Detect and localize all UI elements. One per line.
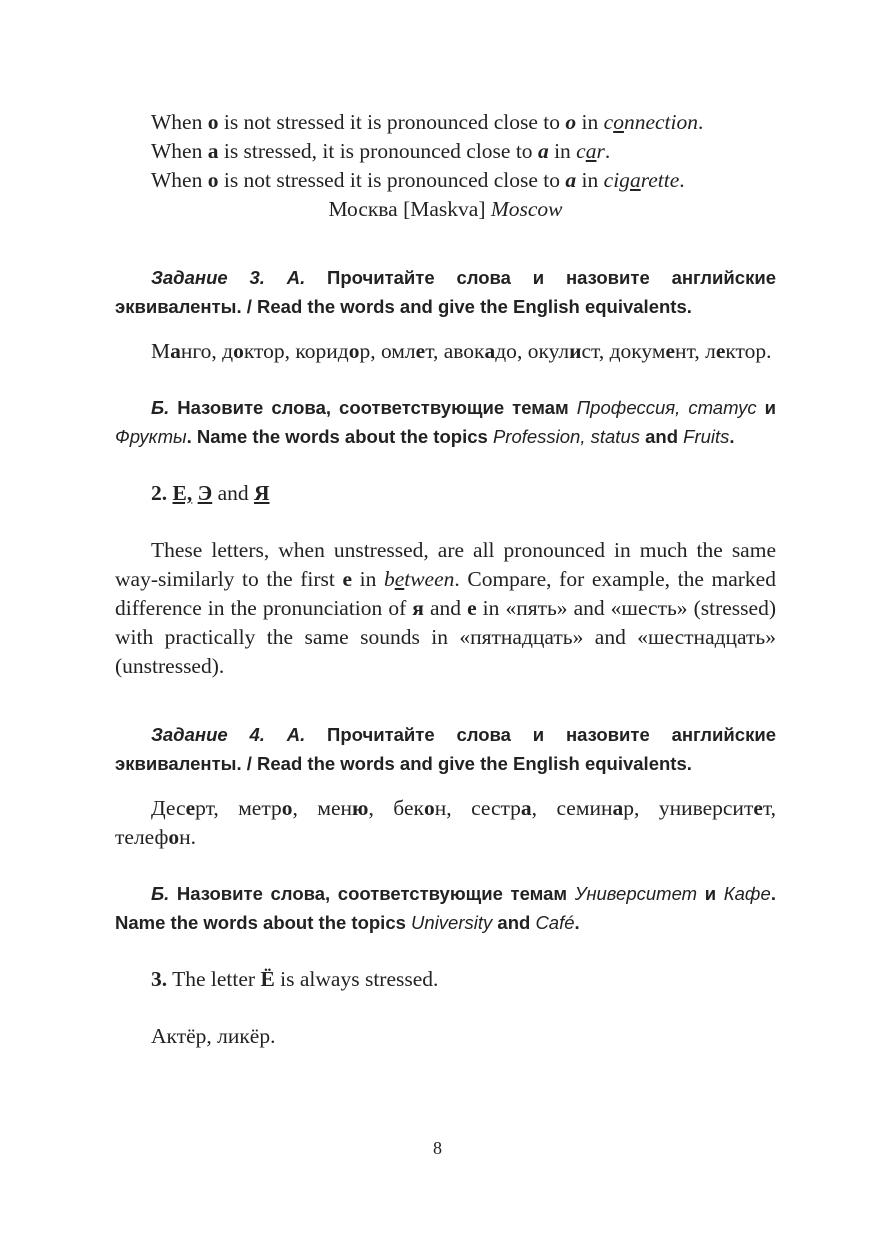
stressed-vowel: е	[665, 339, 676, 363]
stressed-vowel: а	[170, 339, 181, 363]
word-item: доктор	[222, 339, 285, 363]
task-4b-heading: Б. Назовите слова, соответствующие темам Университет и Кафе. Name the words about the topics University and Café.	[115, 883, 776, 933]
word-item: сестра	[471, 796, 532, 820]
word-item: окулист	[527, 339, 599, 363]
word-item: телефон	[115, 825, 191, 849]
section-3-heading: 3. The letter Ё is always stressed.	[151, 967, 439, 991]
stressed-vowel: о	[423, 796, 435, 820]
word-item: документ	[609, 339, 695, 363]
task-4-word-list: Десерт, метро, меню, бекон, сестра, семинар, университет, телефон.	[115, 796, 777, 849]
word-item: Десерт	[151, 796, 214, 820]
example-moscow: Москва [Maskva] Moscow	[328, 197, 563, 221]
rule-o-unstressed-a: When o is not stressed it is pronounced close to a in cigarette.	[151, 168, 685, 192]
task-3a-heading: Задание 3. А. Прочитайте слова и назовите английские эквиваленты. / Read the words and give the English equivalents.	[115, 267, 776, 317]
word-item: меню	[317, 796, 369, 820]
stressed-vowel: и	[569, 339, 582, 363]
stressed-vowel: е	[715, 339, 726, 363]
task-4a-label: Задание 4. А.	[151, 724, 306, 745]
word-item: коридор	[295, 339, 371, 363]
stressed-vowel: о	[168, 825, 180, 849]
task-3a-label: Задание 3. А.	[151, 267, 306, 288]
word-item: авокадо	[443, 339, 517, 363]
section-3-examples: Актёр, ликёр.	[151, 1024, 276, 1048]
stressed-vowel: а	[612, 796, 624, 820]
stressed-vowel: е	[415, 339, 426, 363]
task-4a-heading: Задание 4. А. Прочитайте слова и назовите английские эквиваленты. / Read the words and give the English equivalents.	[115, 724, 776, 774]
word-item: университет	[658, 796, 771, 820]
task-3-word-list: Манго, доктор, коридор, омлет, авокадо, окулист, документ, лектор.	[151, 339, 772, 363]
stressed-vowel: о	[348, 339, 360, 363]
stressed-vowel: ю	[352, 796, 369, 820]
section-2-paragraph: These letters, when unstressed, are all pronounced in much the same way-similarly to the first e in between. Compare, for example, the marked difference in the pronunciation of я and е in «пять» and «шесть» (stressed) with practically the same sounds in «пятнадцать» and «шестнадцать» (unstressed).	[115, 538, 776, 678]
page-content	[115, 108, 776, 1051]
section-2-heading: 2. Е, Э and Я	[151, 481, 270, 505]
stressed-vowel: е	[185, 796, 196, 820]
word-item: Манго	[151, 339, 212, 363]
stressed-vowel: е	[753, 796, 763, 820]
word-item: метро	[238, 796, 293, 820]
word-item: бекон	[393, 796, 447, 820]
stressed-vowel: а	[484, 339, 496, 363]
task-3b-heading: Б. Назовите слова, соответствующие темам Профессия, статус и Фрукты. Name the words about the topics Profession, status and Fruits.	[115, 397, 776, 447]
word-item: омлет	[380, 339, 433, 363]
stressed-vowel: а	[520, 796, 532, 820]
stressed-vowel: о	[233, 339, 244, 363]
rule-o-unstressed: When o is not stressed it is pronounced close to o in connection.	[151, 110, 704, 134]
page-number: 8	[433, 1138, 442, 1158]
rule-a-stressed: When a is stressed, it is pronounced close to a in car.	[151, 139, 611, 163]
stressed-vowel: о	[281, 796, 293, 820]
word-item: семинар	[556, 796, 634, 820]
word-item: лектор	[705, 339, 767, 363]
